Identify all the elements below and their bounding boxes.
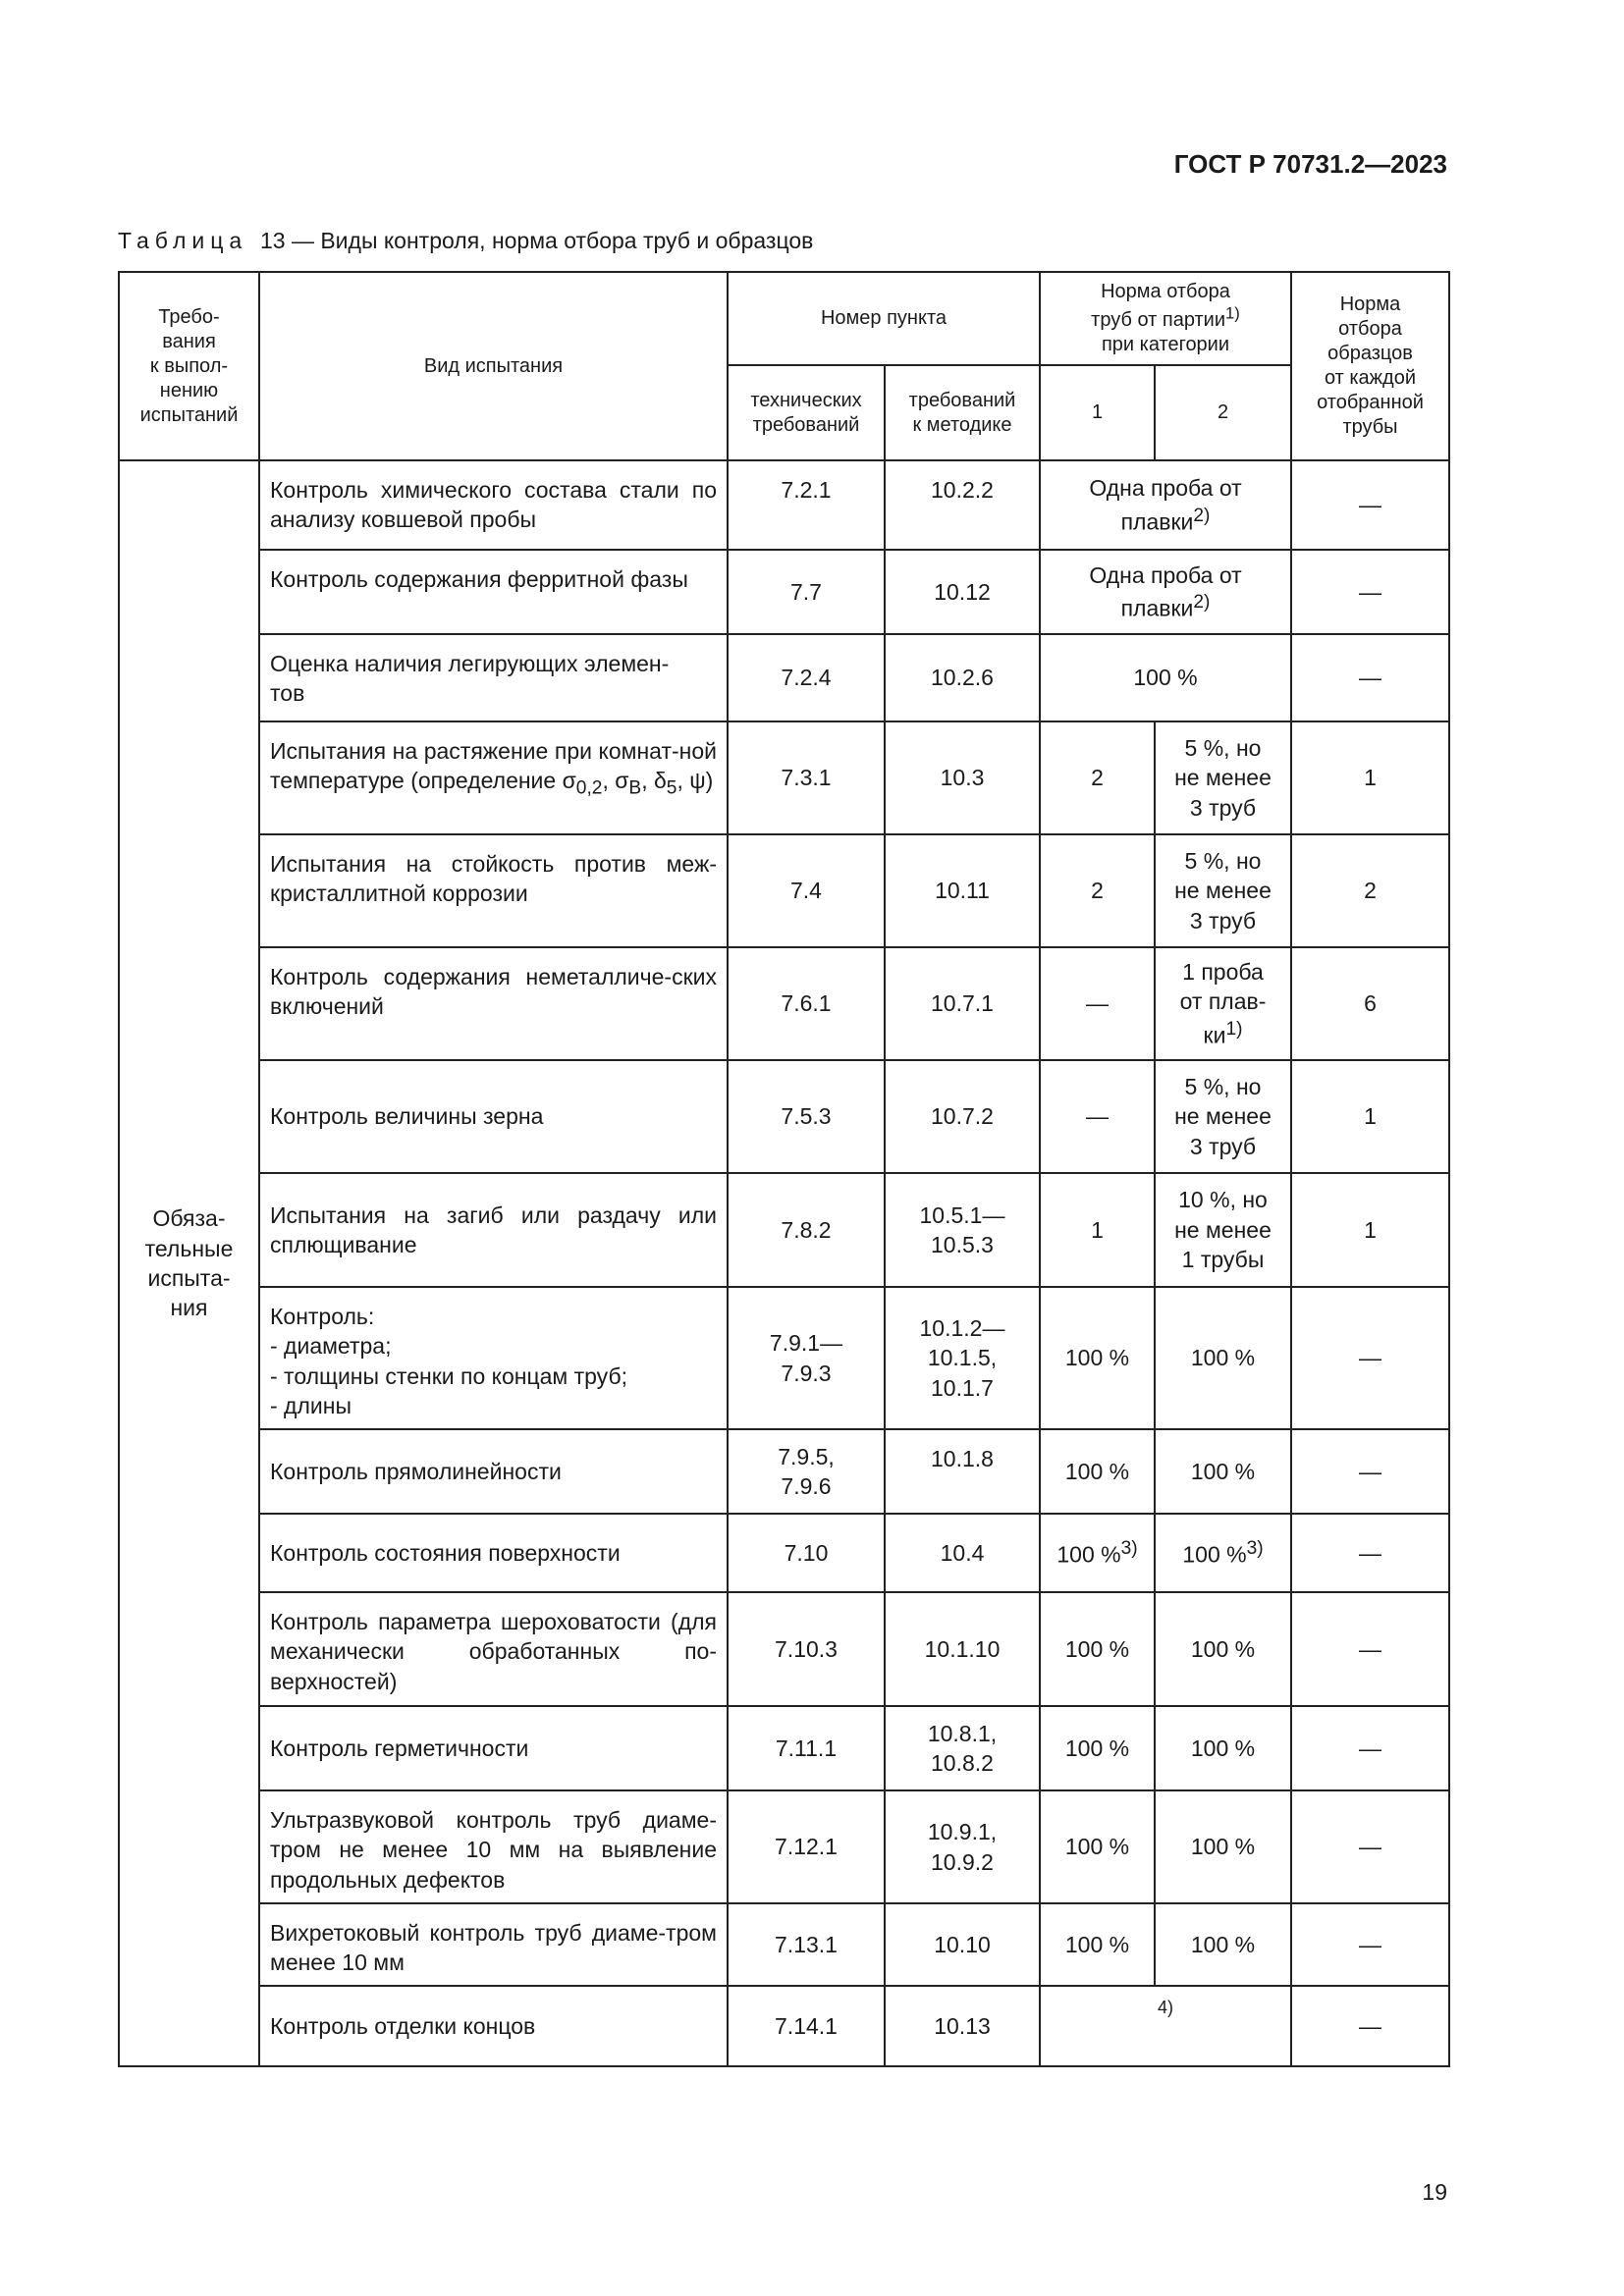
row-cat2: 5 %, но не менее 3 труб (1155, 834, 1291, 947)
row-cat2-text: 100 % (1182, 1541, 1247, 1568)
header-method-req: требований к методике (885, 365, 1040, 460)
row-method: 10.1.2— 10.1.5, 10.1.7 (885, 1287, 1040, 1429)
row-cat2 (1155, 1514, 1291, 1592)
header-requirements: Требо- вания к выпол- нению испытаний (119, 272, 259, 460)
row-tech: 7.10 (728, 1514, 885, 1592)
row-method: 10.3 (885, 721, 1040, 834)
row-tech: 7.2.1 (728, 460, 885, 550)
header-test-type: Вид испытания (259, 272, 728, 460)
row-cat1: 2 (1040, 834, 1155, 947)
row-samples: — (1291, 1592, 1449, 1706)
row-tech: 7.9.1— 7.9.3 (728, 1287, 885, 1429)
row-name: Контроль прямолинейности (259, 1429, 728, 1514)
row-cat1: 100 % (1040, 1429, 1155, 1514)
row-cat1: — (1040, 1060, 1155, 1173)
row-tech: 7.7 (728, 550, 885, 634)
row-tech: 7.5.3 (728, 1060, 885, 1173)
row-cat1: 100 % (1040, 1287, 1155, 1429)
row-cat1: 1 (1040, 1173, 1155, 1287)
row-method: 10.2.6 (885, 634, 1040, 721)
row-name: Ультразвуковой контроль труб диаме-тром не менее 10 мм на выявление продольных дефектов (259, 1790, 728, 1903)
row-samples: 6 (1291, 947, 1449, 1060)
row-tech: 7.10.3 (728, 1592, 885, 1706)
row-name: Оценка наличия легирующих элемен- тов (259, 634, 728, 721)
row-samples: — (1291, 460, 1449, 550)
row-samples: — (1291, 1287, 1449, 1429)
footnote-ref: 3) (1120, 1537, 1138, 1559)
subscript: B (628, 777, 642, 799)
row-tech: 7.6.1 (728, 947, 885, 1060)
subscript: 5 (666, 777, 677, 799)
header-sample-norm: Норма отбора образцов от каждой отобранной трубы (1291, 272, 1449, 460)
row-cat2: 100 % (1155, 1903, 1291, 1986)
header-cat2: 2 (1155, 365, 1291, 460)
row-tech: 7.11.1 (728, 1706, 885, 1790)
row-cat1 (1040, 1514, 1155, 1592)
row-batch-norm: 100 % (1040, 634, 1291, 721)
group-label: Обяза- тельные испыта- ния (119, 460, 259, 2066)
row-samples: — (1291, 634, 1449, 721)
footnote-ref: 2) (1193, 505, 1211, 526)
row-batch-norm (1040, 550, 1291, 634)
row-method: 10.1.10 (885, 1592, 1040, 1706)
row-method: 10.7.1 (885, 947, 1040, 1060)
footnote-ref: 2) (1193, 592, 1211, 614)
row-name: Контроль состояния поверхности (259, 1514, 728, 1592)
row-samples: — (1291, 1706, 1449, 1790)
row-cat2: 100 % (1155, 1592, 1291, 1706)
row-batch-norm-text: Одна проба от плавки (1089, 561, 1242, 621)
caption-prefix: Таблица (118, 228, 248, 253)
row-cat1: 100 % (1040, 1706, 1155, 1790)
delta-symbol: δ (653, 768, 667, 794)
tests-table (118, 271, 1450, 2067)
footnote-ref: 3) (1246, 1537, 1264, 1559)
row-method: 10.9.1, 10.9.2 (885, 1790, 1040, 1903)
header-batch-norm-text: Норма отбора труб от партии$^{1)}$ при категории (1091, 280, 1240, 356)
row-name: Контроль величины зерна (259, 1060, 728, 1173)
row-cat1-text: 100 % (1056, 1541, 1121, 1568)
row-method: 10.4 (885, 1514, 1040, 1592)
table-caption (118, 228, 813, 254)
row-samples: 1 (1291, 1060, 1449, 1173)
row-tech: 7.2.4 (728, 634, 885, 721)
document-header: ГОСТ Р 70731.2—2023 (1173, 149, 1447, 179)
row-samples: — (1291, 1514, 1449, 1592)
row-samples: — (1291, 1986, 1449, 2066)
row-cat2: 10 %, но не менее 1 трубы (1155, 1173, 1291, 1287)
row-tech: 7.9.5, 7.9.6 (728, 1429, 885, 1514)
header-cat1: 1 (1040, 365, 1155, 460)
row-cat2-text: 1 проба от плав- ки (1179, 959, 1267, 1048)
sigma-symbol: σ (615, 768, 629, 794)
header-tech-req: технических требований (728, 365, 885, 460)
row-method: 10.1.8 (885, 1429, 1040, 1514)
subscript: 0,2 (575, 777, 603, 799)
row-cat1: 100 % (1040, 1592, 1155, 1706)
row-cat2: 5 %, но не менее 3 труб (1155, 1060, 1291, 1173)
row-name: Контроль: - диаметра; - толщины стенки по концам труб; - длины (259, 1287, 728, 1429)
row-name-text: Испытания на растяжение при комнат-ной температуре (определение (270, 738, 717, 794)
row-cat2: 100 % (1155, 1790, 1291, 1903)
header-clause-number: Номер пункта (728, 272, 1040, 365)
row-tech: 7.12.1 (728, 1790, 885, 1903)
row-cat2: 100 % (1155, 1429, 1291, 1514)
row-tech: 7.3.1 (728, 721, 885, 834)
row-samples: 2 (1291, 834, 1449, 947)
row-method: 10.2.2 (885, 460, 1040, 550)
row-method: 10.5.1— 10.5.3 (885, 1173, 1040, 1287)
row-name: Контроль химического состава стали по анализу ковшевой пробы (259, 460, 728, 550)
footnote-ref: 1) (1225, 303, 1240, 323)
row-name: Контроль содержания ферритной фазы (259, 550, 728, 634)
row-tech: 7.4 (728, 834, 885, 947)
row-name: Контроль содержания неметалличе-ских включений (259, 947, 728, 1060)
row-batch-norm: 4) (1040, 1986, 1291, 2066)
header-batch-norm (1040, 272, 1291, 365)
row-samples: 1 (1291, 1173, 1449, 1287)
row-tech: 7.8.2 (728, 1173, 885, 1287)
row-batch-norm (1040, 460, 1291, 550)
row-cat1: — (1040, 947, 1155, 1060)
row-method: 10.10 (885, 1903, 1040, 1986)
row-cat2: 100 % (1155, 1287, 1291, 1429)
row-samples: — (1291, 1790, 1449, 1903)
row-method: 10.7.2 (885, 1060, 1040, 1173)
row-name: Контроль отделки концов (259, 1986, 728, 2066)
row-name: Испытания на растяжение при комнат-ной температуре (определение $\sigma_{0,2}$, $\sigma_B$, $\delta_5$, ψ) (259, 721, 728, 834)
row-cat1: 2 (1040, 721, 1155, 834)
row-cat1: 100 % (1040, 1790, 1155, 1903)
row-name: Контроль герметичности (259, 1706, 728, 1790)
row-batch-norm-text: Одна проба от плавки (1089, 475, 1242, 535)
row-method: 10.11 (885, 834, 1040, 947)
row-cat2: 100 % (1155, 1706, 1291, 1790)
caption-text: 13 — Виды контроля, норма отбора труб и образцов (259, 228, 814, 253)
sigma-symbol: σ (562, 768, 576, 794)
row-samples: — (1291, 1903, 1449, 1986)
row-method: 10.8.1, 10.8.2 (885, 1706, 1040, 1790)
row-cat1: 100 % (1040, 1903, 1155, 1986)
row-method: 10.12 (885, 550, 1040, 634)
row-samples: — (1291, 550, 1449, 634)
row-name: Вихретоковый контроль труб диаме-тром менее 10 мм (259, 1903, 728, 1986)
row-tech: 7.14.1 (728, 1986, 885, 2066)
row-cat2 (1155, 947, 1291, 1060)
page-number: 19 (1422, 2179, 1447, 2205)
row-name: Испытания на стойкость против меж-кристаллитной коррозии (259, 834, 728, 947)
row-name: Контроль параметра шероховатости (для механически обработанных по-верхностей) (259, 1592, 728, 1706)
row-name: Испытания на загиб или раздачу или сплющивание (259, 1173, 728, 1287)
row-cat2: 5 %, но не менее 3 труб (1155, 721, 1291, 834)
row-samples: — (1291, 1429, 1449, 1514)
row-method: 10.13 (885, 1986, 1040, 2066)
psi-symbol: ψ (689, 768, 706, 794)
row-samples: 1 (1291, 721, 1449, 834)
footnote-ref: 1) (1225, 1018, 1243, 1040)
row-tech: 7.13.1 (728, 1903, 885, 1986)
